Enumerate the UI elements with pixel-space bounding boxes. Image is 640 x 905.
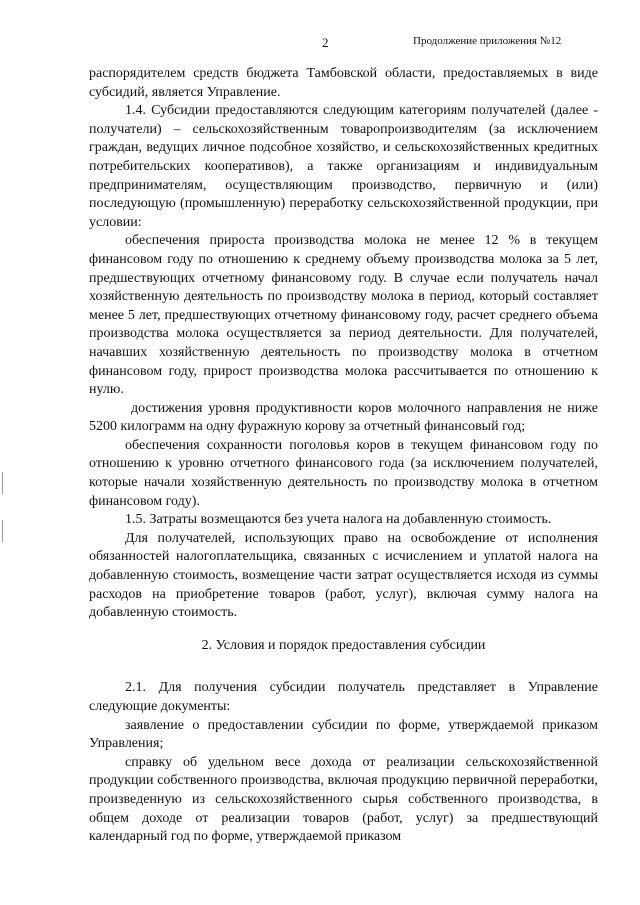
appendix-label: Продолжение приложения №12 — [413, 35, 562, 47]
condition-productivity: достижения уровня продуктивности коров молочного направления не ниже 5200 килограмм на одну фуражную корову за отчетный финансовый год; — [89, 400, 598, 435]
paragraph-1-5: 1.5. Затраты возмещаются без учета налога на добавленную стоимость. — [125, 512, 552, 528]
scan-edge-mark — [2, 520, 3, 542]
condition-milk-growth: обеспечения прироста производства молока не менее 12 % в текущем финансовом году по отношению к среднему объему производства молока за 5 лет, предшествующих отчетному финансовому году. В случае если получатель начал хозяйственную деятельность по производству молока в период, который составляет менее 5 лет, предшествующих отчетному финансовому году, расчет среднего объема производства молока осуществляется за период деятельности. Для получателей, начавших хозяйственную деятельность по производству молока в отчетном финансовом году, прирост производства молока рассчитывается по отношению к нулю. — [89, 233, 598, 398]
paragraph-1-4: 1.4. Субсидии предоставляются следующим категориям получателей (далее - получатели) – сельскохозяйственным товаропроизводителям (за исключением граждан, ведущих личное подсобное хозяйство, и сельскохозяйственных кредитных потребительских кооперативов), а также организациям и индивидуальным предпринимателям, осуществляющим производство, первичную и (или) последующую (промышленную) переработку сельскохозяйственной продукции, при условии: — [89, 103, 598, 230]
scan-edge-mark — [2, 472, 3, 494]
document-body — [89, 65, 598, 847]
document-item-income-certificate: справку об удельном весе дохода от реализации сельскохозяйственной продукции собственного производства, включая продукцию первичной переработки, произведенную из сельскохозяйственного сырья собственного производства, в общем доходе от реализации товаров (работ, услуг) за предшествующий календарный год по форме, утверждаемой приказом — [89, 754, 598, 845]
paragraph: распорядителем средств бюджета Тамбовской области, предоставляемых в виде субсидий, является Управление. — [89, 66, 598, 100]
paragraph-2-1: 2.1. Для получения субсидии получатель представляет в Управление следующие документы: — [89, 680, 598, 714]
condition-livestock: обеспечения сохранности поголовья коров в текущем финансовом году по отношению к уровню отчетного финансового года (за исключением получателей, которые начали хозяйственную деятельность по производству молока в отчетном финансовом году). — [89, 437, 598, 509]
spacer — [89, 667, 598, 679]
paragraph-vat: Для получателей, использующих право на освобождение от исполнения обязанностей налогоплательщика, связанных с исчислением и уплатой налога на добавленную стоимость, возмещение части затрат осуществляется исходя из суммы расходов на приобретение товаров (работ, услуг), включая сумму налога на добавленную стоимость. — [89, 530, 598, 621]
page-number: 2 — [322, 35, 329, 50]
document-item-application: заявление о предоставлении субсидии по форме, утверждаемой приказом Управления; — [89, 717, 598, 752]
section-heading: 2. Условия и порядок предоставления субсидии — [201, 637, 486, 653]
